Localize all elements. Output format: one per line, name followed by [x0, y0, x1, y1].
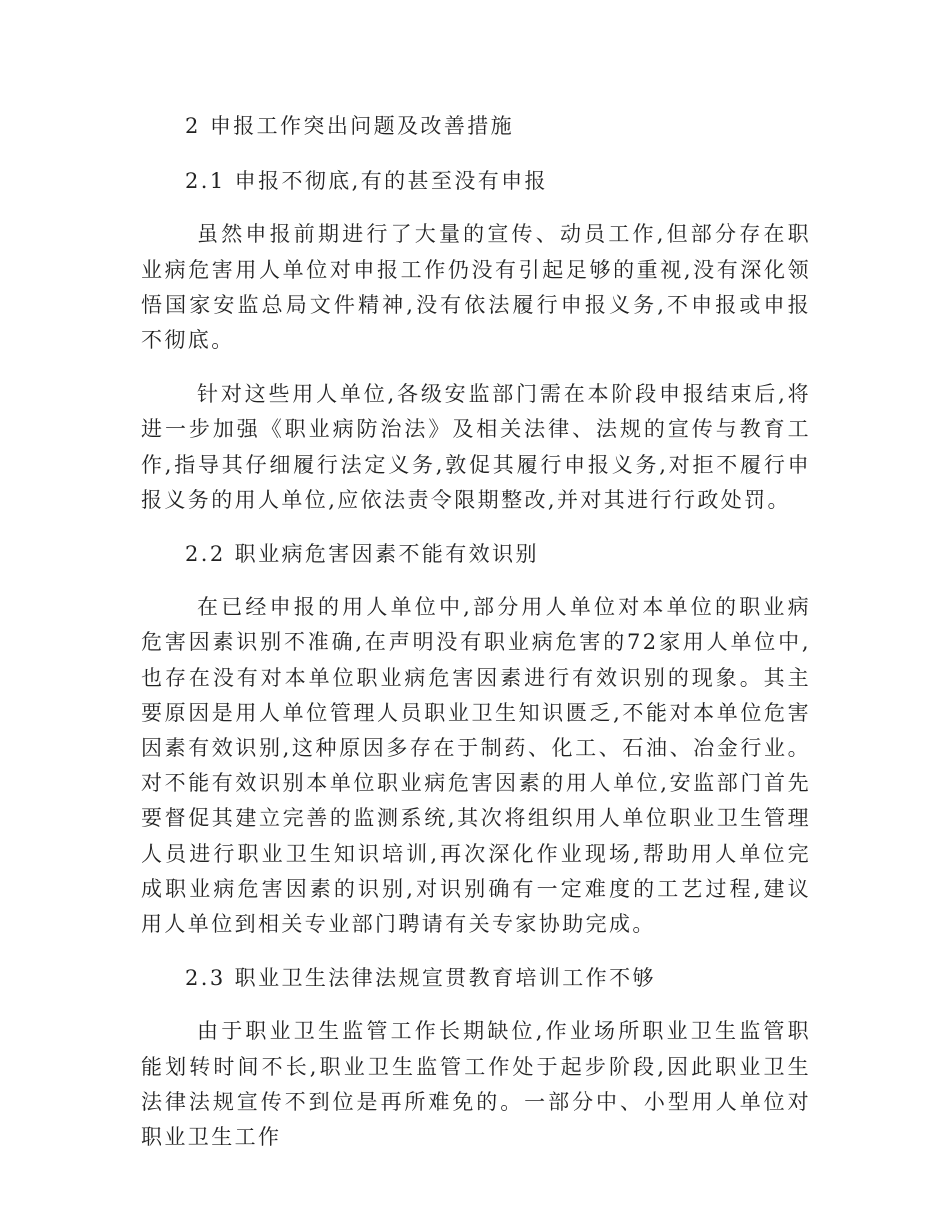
subsection-heading-2-3: 2.3 职业卫生法律法规宣贯教育培训工作不够: [185, 966, 656, 991]
subsection-heading-2-1: 2.1 申报不彻底,有的甚至没有申报: [185, 169, 548, 194]
paragraph: 在已经申报的用人单位中,部分用人单位对本单位的职业病危害因素识别不准确,在声明没有职业病危害的72家用人单位中,也存在没有对本单位职业病危害因素进行有效识别的现象。其主要原因是用人单位管理人员职业卫生知识匮乏,不能对本单位危害因素有效识别,这种原因多存在于制药、化工、石油、冶金行业。对不能有效识别本单位职业病危害因素的用人单位,安监部门首先要督促其建立完善的监测系统,其次将组织用人单位职业卫生管理人员进行职业卫生知识培训,再次深化作业现场,帮助用人单位完成职业病危害因素的识别,对识别确有一定难度的工艺过程,建议用人单位到相关专业部门聘请有关专家协助完成。: [141, 595, 811, 937]
section-heading: 2 申报工作突出问题及改善措施: [185, 114, 515, 138]
paragraph: 虽然申报前期进行了大量的宣传、动员工作,但部分存在职业病危害用人单位对申报工作仍没有引起足够的重视,没有深化领悟国家安监总局文件精神,没有依法履行申报义务,不申报或申报不彻底。: [141, 222, 811, 353]
document-body: [141, 109, 811, 1174]
subsection-heading-2-2: 2.2 职业病危害因素不能有效识别: [185, 542, 539, 567]
paragraph: 由于职业卫生监管工作长期缺位,作业场所职业卫生监管职能划转时间不长,职业卫生监管工作处于起步阶段,因此职业卫生法律法规宣传不到位是再所难免的。一部分中、小型用人单位对职业卫生工作: [141, 1019, 811, 1150]
paragraph: 针对这些用人单位,各级安监部门需在本阶段申报结束后,将进一步加强《职业病防治法》及相关法律、法规的宣传与教育工作,指导其仔细履行法定义务,敦促其履行申报义务,对拒不履行申报义务的用人单位,应依法责令限期整改,并对其进行行政处罚。: [141, 382, 811, 512]
